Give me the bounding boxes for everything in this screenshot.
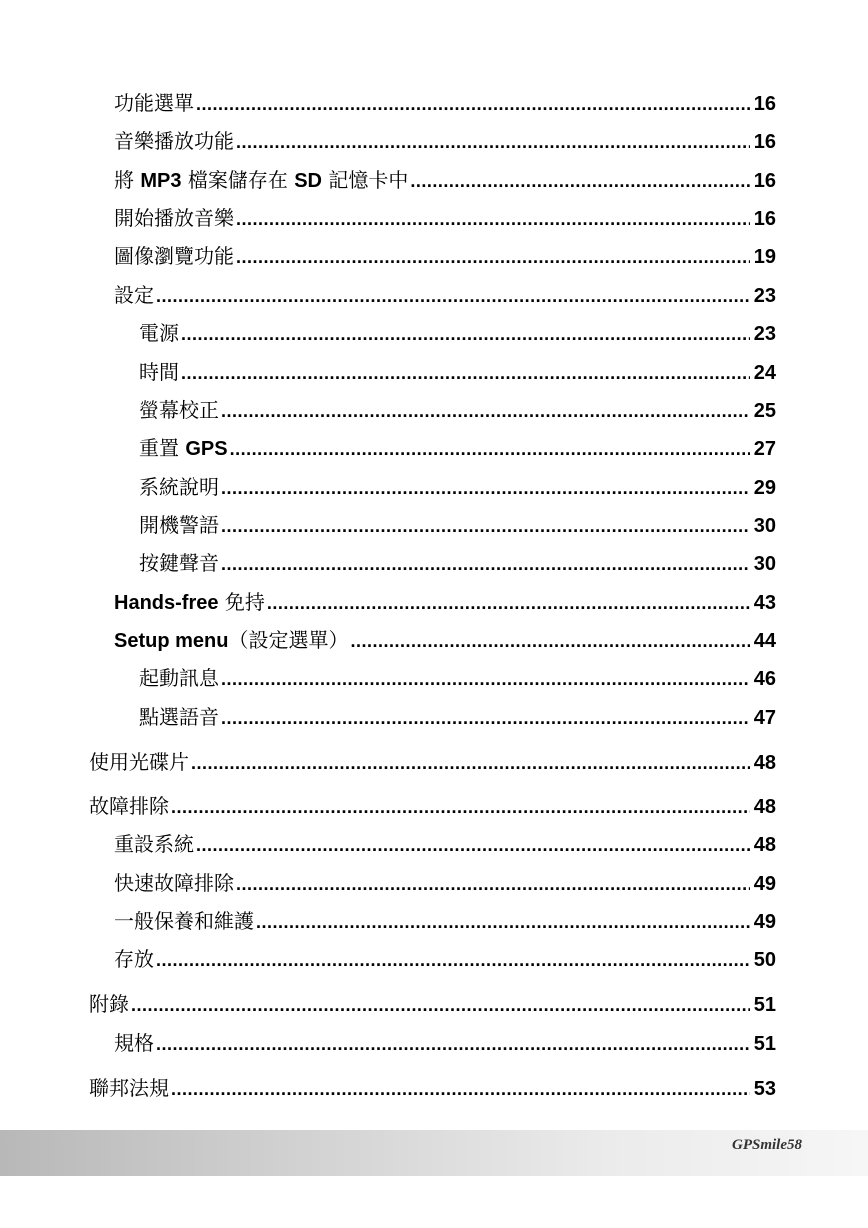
toc-dot-leader xyxy=(131,990,750,1019)
toc-entry xyxy=(114,906,776,936)
toc-entry-title: 螢幕校正 xyxy=(139,398,219,422)
toc-dot-leader xyxy=(267,588,750,617)
toc-entry-page: 23 xyxy=(753,323,776,345)
toc-dot-leader xyxy=(236,242,750,271)
toc-entry-page: 16 xyxy=(753,93,776,115)
toc-dot-leader xyxy=(156,945,750,974)
toc-entry xyxy=(139,472,776,502)
toc-entry-page: 49 xyxy=(753,911,776,933)
toc-entry xyxy=(139,433,776,463)
toc-entry xyxy=(114,587,776,617)
toc-entry xyxy=(139,663,776,693)
toc-entry-title: 圖像瀏覽功能 xyxy=(114,244,234,268)
toc-entry-page: 27 xyxy=(753,438,776,460)
toc-dot-leader xyxy=(156,281,750,310)
toc-entry-title: 設定 xyxy=(114,283,154,307)
toc-entry-page: 30 xyxy=(753,515,776,537)
toc-entry xyxy=(89,1073,776,1103)
toc-entry-title: 時間 xyxy=(139,360,179,384)
toc-dot-leader xyxy=(410,166,749,195)
toc-dot-leader xyxy=(171,792,750,821)
toc-entry-title: Setup menu（設定選單） xyxy=(114,628,349,652)
toc-entry-title: 存放 xyxy=(114,947,154,971)
toc-entry-page: 47 xyxy=(753,707,776,729)
toc-entry xyxy=(114,829,776,859)
footer-brand: GPSmile58 xyxy=(732,1137,802,1153)
toc-entry xyxy=(114,203,776,233)
toc-dot-leader xyxy=(221,664,750,693)
toc-entry xyxy=(114,165,776,195)
toc-dot-leader xyxy=(221,473,750,502)
toc-entry-page: 48 xyxy=(753,796,776,818)
toc-entry-title: 開始播放音樂 xyxy=(114,206,234,230)
toc-entry-page: 16 xyxy=(753,131,776,153)
toc-entry xyxy=(89,747,776,777)
toc-entry xyxy=(139,357,776,387)
toc-entry-page: 19 xyxy=(753,246,776,268)
toc-dot-leader xyxy=(156,1029,750,1058)
toc-entry-title: 電源 xyxy=(139,321,179,345)
toc-entry-page: 48 xyxy=(753,752,776,774)
toc-entry-title: 故障排除 xyxy=(89,794,169,818)
toc-entry-page: 25 xyxy=(753,400,776,422)
toc-entry xyxy=(139,395,776,425)
toc-entry-page: 49 xyxy=(753,873,776,895)
toc-dot-leader xyxy=(236,127,750,156)
toc-entry-title: 重設系統 xyxy=(114,832,194,856)
toc-entry-title: 功能選單 xyxy=(114,91,194,115)
toc-entry xyxy=(139,318,776,348)
toc-entry xyxy=(114,868,776,898)
toc-entry-title: 附錄 xyxy=(89,992,129,1016)
toc-entry-page: 24 xyxy=(753,362,776,384)
toc-entry-page: 29 xyxy=(753,477,776,499)
toc-entry-page: 43 xyxy=(753,592,776,614)
toc-entry-page: 44 xyxy=(753,630,776,652)
toc-entry-title: 使用光碟片 xyxy=(89,750,189,774)
toc-entry-title: 音樂播放功能 xyxy=(114,129,234,153)
toc-dot-leader xyxy=(181,358,750,387)
toc-entry-page: 46 xyxy=(753,668,776,690)
toc-entry xyxy=(114,1028,776,1058)
toc-entry xyxy=(114,88,776,118)
toc-entry xyxy=(139,548,776,578)
toc-entry-page: 51 xyxy=(753,994,776,1016)
toc-entry xyxy=(89,989,776,1019)
toc-dot-leader xyxy=(191,748,750,777)
toc-entry-title: 快速故障排除 xyxy=(114,871,234,895)
toc-entry xyxy=(114,625,776,655)
toc-entry-title: 一般保養和維護 xyxy=(114,909,254,933)
toc-dot-leader xyxy=(196,89,750,118)
toc-dot-leader xyxy=(221,703,750,732)
toc-dot-leader xyxy=(221,396,750,425)
toc-entry-page: 16 xyxy=(753,170,776,192)
toc-entry-page: 48 xyxy=(753,834,776,856)
toc-entry xyxy=(114,241,776,271)
toc-entry-page: 51 xyxy=(753,1033,776,1055)
toc-entry xyxy=(139,510,776,540)
toc-entry-title: 點選語音 xyxy=(139,705,219,729)
toc-dot-leader xyxy=(236,204,750,233)
toc-entry-title: 重置 GPS xyxy=(139,436,228,460)
toc-entry xyxy=(114,126,776,156)
toc-entry-title: 開機警語 xyxy=(139,513,219,537)
toc-entry xyxy=(114,280,776,310)
toc-entry-page: 16 xyxy=(753,208,776,230)
toc-entry-title: 按鍵聲音 xyxy=(139,551,219,575)
toc-entry-title: Hands-free 免持 xyxy=(114,590,265,614)
toc-entry-title: 將 MP3 檔案儲存在 SD 記憶卡中 xyxy=(114,168,409,192)
toc-entry-title: 聯邦法規 xyxy=(89,1076,169,1100)
toc-entry xyxy=(89,791,776,821)
toc-dot-leader xyxy=(256,907,750,936)
toc-dot-leader xyxy=(350,626,749,655)
toc-entry xyxy=(139,702,776,732)
toc-entry-page: 23 xyxy=(753,285,776,307)
toc-dot-leader xyxy=(221,549,750,578)
toc-dot-leader xyxy=(230,434,750,463)
toc-dot-leader xyxy=(181,319,750,348)
toc-entry-title: 系統說明 xyxy=(139,475,219,499)
toc-dot-leader xyxy=(196,830,750,859)
toc-dot-leader xyxy=(236,869,750,898)
toc-entry xyxy=(114,944,776,974)
toc-entry-page: 50 xyxy=(753,949,776,971)
toc-entry-title: 起動訊息 xyxy=(139,666,219,690)
toc-entry-page: 53 xyxy=(753,1078,776,1100)
toc-dot-leader xyxy=(171,1074,750,1103)
toc-entry-title: 規格 xyxy=(114,1031,154,1055)
toc-entry-page: 30 xyxy=(753,553,776,575)
toc-dot-leader xyxy=(221,511,750,540)
